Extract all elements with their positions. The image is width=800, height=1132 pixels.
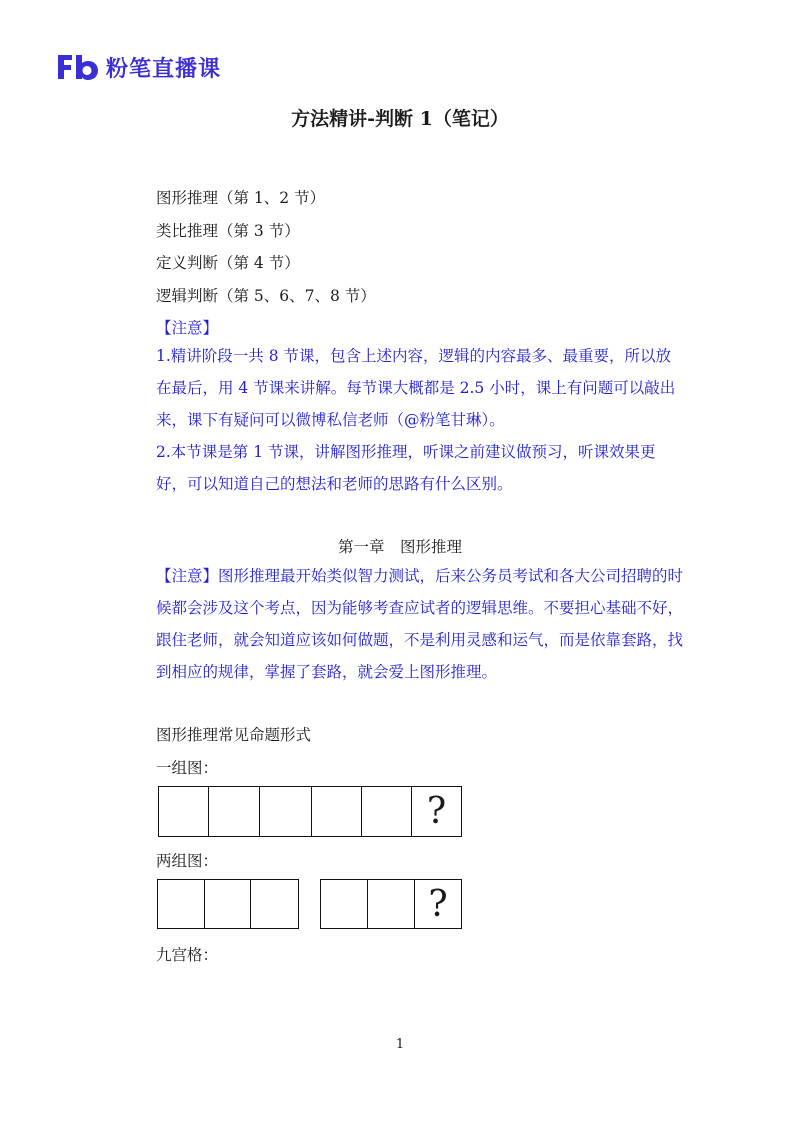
question-mark: ? [426,791,447,832]
group-two-figure-a [157,879,299,929]
chapter-note [124,560,684,688]
page-number: 1 [395,1037,405,1052]
chapter-note-label: 【注意】 [156,567,219,585]
question-mark: ? [428,883,448,925]
group-one-label: 一组图： [156,759,219,777]
figure-cell [158,786,208,837]
figure-cell [311,786,361,837]
toc-item: 定义判断（第 4 节） [156,254,300,272]
brand-name: 粉笔直播课 [106,56,222,82]
grid-label: 九宫格： [156,946,219,964]
toc-item: 逻辑判断（第 5、6、7、8 节） [156,287,376,305]
figure-cell [367,879,414,929]
note-text: 2.本节课是第 1 节课，讲解图形推理，听课之前建议做预习，听课效果更好，可以知道自己的想法和老师的思路有什么区别。 [156,443,656,493]
brand-logo [56,50,221,84]
page-title: 方法精讲-判断 1（笔记） [291,108,509,130]
fenbi-logo-icon [56,52,100,82]
note-text: 1.精讲阶段一共 8 节课，包含上述内容，逻辑的内容最多、最重要，所以放在最后，用 4 节课来讲解。每节课大概都是 2.5 小时，课上有问题可以敲出来，课下有疑问可以微博私信老师（@粉笔甘琳）。 [156,347,676,429]
group-two-figure-b [320,879,462,929]
chapter-note-text: 图形推理最开始类似智力测试，后来公务员考试和各大公司招聘的时候都会涉及这个考点，因为能够考查应试者的逻辑思维。不要担心基础不好，跟住老师，就会知道应该如何做题，不是利用灵感和运气，而是依靠套路，找到相应的规律，掌握了套路，就会爱上图形推理。 [156,567,684,681]
question-cell [414,879,462,929]
note-paragraph-2 [124,436,684,500]
toc-item: 类比推理（第 3 节） [156,222,300,240]
figure-cell [250,879,299,929]
figure-cell [320,879,367,929]
group-two-label: 两组图： [156,852,219,870]
notice-label: 【注意】 [156,319,219,337]
figure-cell [361,786,411,837]
figure-cell [259,786,311,837]
question-cell [411,786,462,837]
figure-cell [204,879,250,929]
forms-heading: 图形推理常见命题形式 [156,726,312,744]
group-one-figure [158,786,462,837]
figure-cell [208,786,259,837]
note-paragraph-1 [124,340,684,436]
figure-cell [157,879,204,929]
toc-item: 图形推理（第 1、2 节） [156,189,326,207]
chapter-heading: 第一章 图形推理 [337,538,462,556]
